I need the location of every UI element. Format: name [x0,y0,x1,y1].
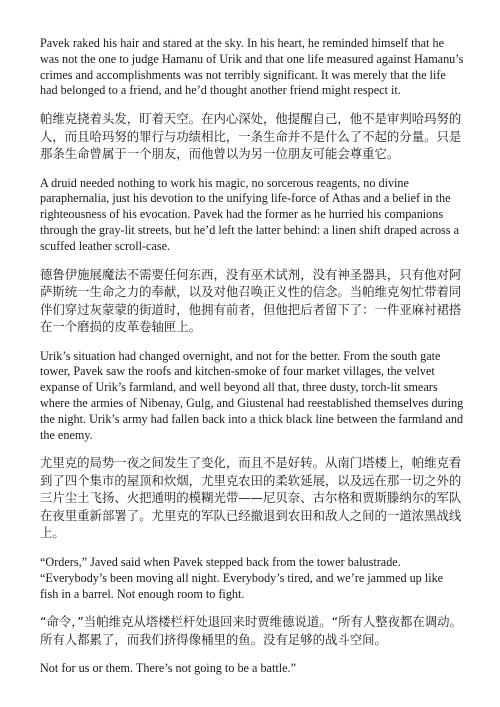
paragraph-en-3: Urik’s situation had changed overnight, and not for the better. From the south gate tower, Pavek saw the roofs and kitchen-smoke of four market villages, the velvet expanse of Urik’s farmland, and well beyond all that, three dusty, torch-lit smears where the armies of Nibenay, Gulg, and Giustenal had reestablished themselves during the night. Urik’s army had fallen back into a thick black line between the farmland and the enemy. [40,348,464,442]
paragraph-zh-2: 德鲁伊施展魔法不需要任何东西，没有巫术试剂，没有神圣器具，只有他对阿萨斯统一生命之力的奉献，以及对他召唤正义性的信念。当帕维克匆忙带着同伴们穿过灰蒙蒙的街道时，他拥有前者，但他把后者留下了：一件亚麻衬裙搭在一个磨损的皮革卷轴匣上。 [40,266,462,335]
paragraph-en-5: Not for us or them. There’s not going to be a battle.” [40,661,296,676]
paragraph-en-1: Pavek raked his hair and stared at the sky. In his heart, he reminded himself that he was not the one to judge Hamanu of Urik and that one life measured against Hamanu’s crimes and accomplishments was not terribly significant. It was merely that the life had belonged to a friend, and he’d thought another friend might respect it. [40,36,464,98]
paragraph-en-2: A druid needed nothing to work his magic, no sorcerous reagents, no divine paraphernalia, just his devotion to the unifying life-force of Athas and a belief in the righteousness of his evocation. Pavek had the former as he hurried his companions through the gray-lit streets, but he’d left the latter behind: a linen shift draped across a scuffed leather scroll-case. [40,175,459,253]
paragraph-zh-3: 尤里克的局势一夜之间发生了变化，而且不是好转。从南门塔楼上，帕维克看到了四个集市的屋顶和炊烟，尤里克农田的柔软延展，以及远在那一切之外的三片尘土飞扬、火把通明的模糊光带——尼贝奈、古尔格和贾斯滕纳尔的军队在夜里重新部署了。尤里克的军队已经撤退到农田和敌人之间的一道浓黑战线上。 [40,455,462,541]
document-page [40,36,464,688]
paragraph-en-4: “Orders,” Javed said when Pavek stepped back from the tower balustrade. “Everybody’s been moving all night. Everybody’s tired, and we’re jammed up like fish in a barrel. Not enough room to fight. [40,554,444,601]
paragraph-zh-4: “命令，”当帕维克从塔楼栏杆处退回来时贾维德说道。“所有人整夜都在调动。所有人都累了，而我们挤得像桶里的鱼。没有足够的战斗空间。 [40,614,462,647]
paragraph-zh-1: 帕维克挠着头发，盯着天空。在内心深处，他提醒自己，他不是审判哈玛努的人，而且哈玛努的罪行与功绩相比，一条生命并不是什么了不起的分量。只是那条生命曾属于一个朋友，而他曾以为另一位朋友可能会尊重它。 [40,111,462,162]
